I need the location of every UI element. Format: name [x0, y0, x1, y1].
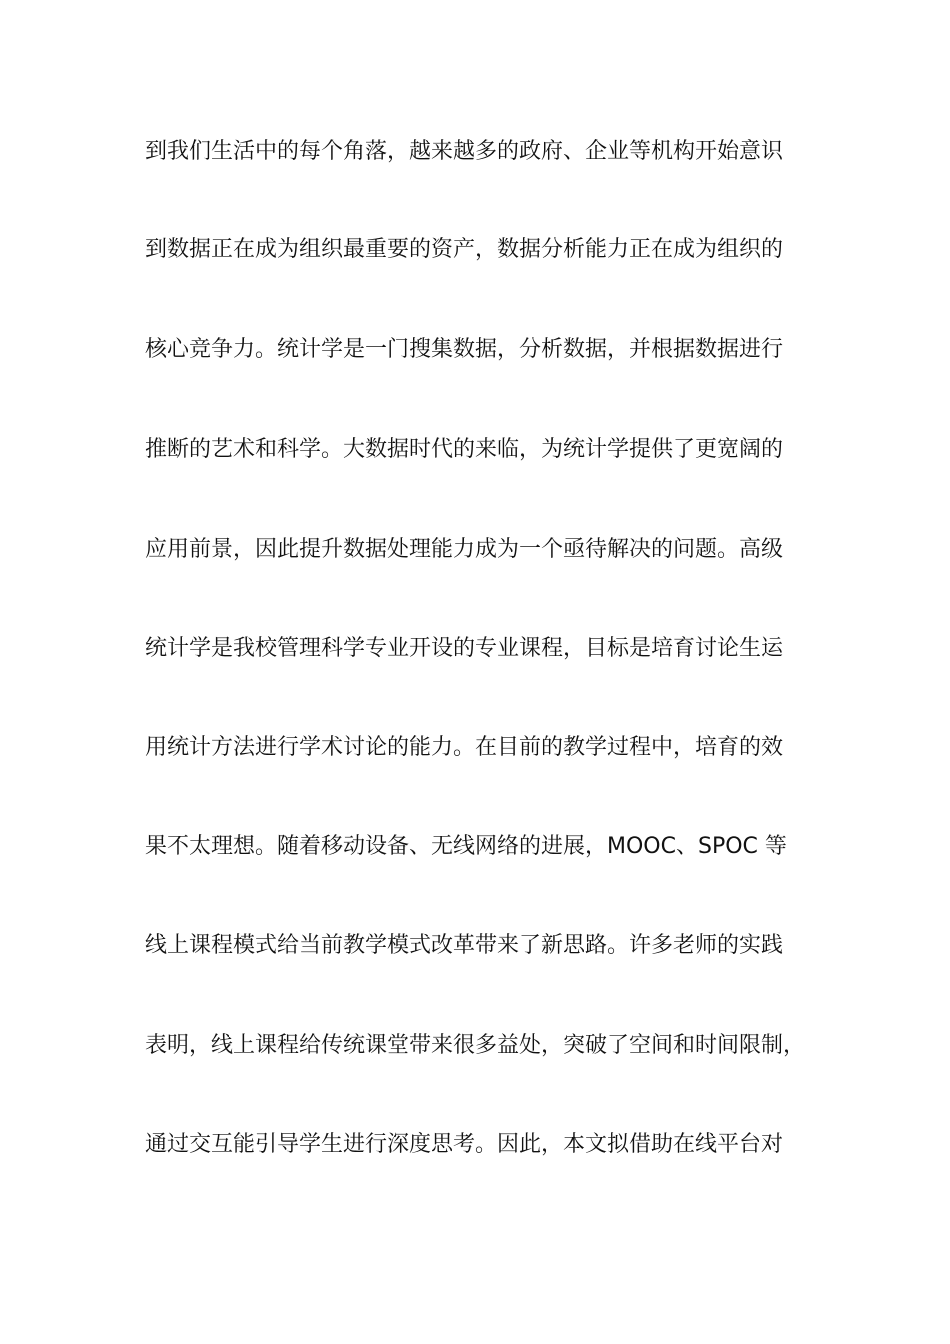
text-line-8: 果不太理想。随着移动设备、无线网络的进展，MOOC、SPOC 等 [145, 834, 787, 859]
text-line-7: 用统计方法进行学术讨论的能力。在目前的教学过程中，培育的效 [145, 735, 784, 760]
text-line-4: 推断的艺术和科学。大数据时代的来临，为统计学提供了更宽阔的 [145, 437, 784, 462]
text-line-3: 核心竞争力。统计学是一门搜集数据，分析数据，并根据数据进行 [145, 337, 784, 362]
text-line-10: 表明，线上课程给传统课堂带来很多益处，突破了空间和时间限制， [145, 1033, 806, 1058]
text-line-9: 线上课程模式给当前教学模式改革带来了新思路。许多老师的实践 [145, 933, 784, 958]
text-line-5: 应用前景，因此提升数据处理能力成为一个亟待解决的问题。高级 [145, 537, 784, 562]
text-line-1: 到我们生活中的每个角落，越来越多的政府、企业等机构开始意识 [145, 139, 784, 164]
text-line-6: 统计学是我校管理科学专业开设的专业课程，目标是培育讨论生运 [145, 636, 784, 661]
text-line-11: 通过交互能引导学生进行深度思考。因此，本文拟借助在线平台对 [145, 1132, 784, 1157]
text-line-2: 到数据正在成为组织最重要的资产，数据分析能力正在成为组织的 [145, 237, 784, 262]
